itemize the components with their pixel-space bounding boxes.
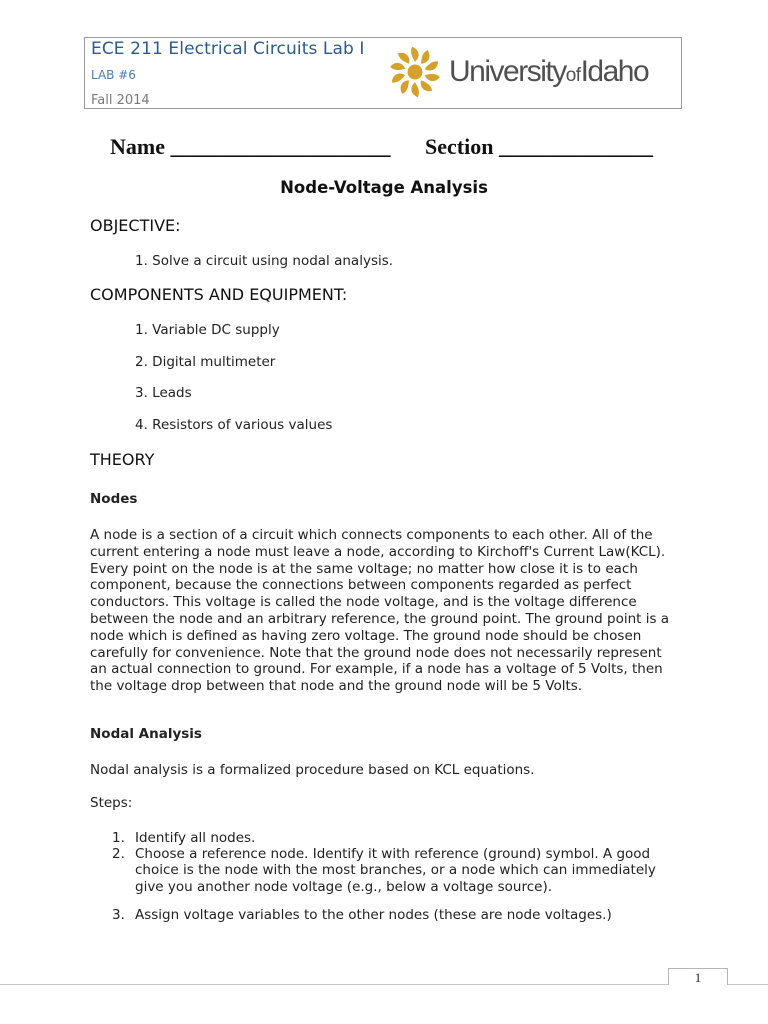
list-item (112, 907, 682, 923)
steps-label: Steps: (90, 795, 133, 811)
nodal-analysis-heading: Nodal Analysis (90, 726, 202, 742)
university-logo (387, 40, 679, 104)
sun-logo-icon (387, 42, 443, 102)
nodes-heading: Nodes (90, 491, 138, 507)
step-text: Choose a reference node. Identify it with reference (ground) symbol. A good choice is the node with the most branches, or a node which can immediately give you another node voltage (e.g., below a voltage source). (135, 846, 656, 895)
component-item: 1. Variable DC supply (135, 322, 280, 338)
footer-divider (0, 984, 768, 985)
step-number: 1. (112, 830, 125, 846)
objective-item: 1. Solve a circuit using nodal analysis. (135, 253, 394, 269)
step-text: Assign voltage variables to the other nodes (these are node voltages.) (135, 906, 612, 923)
list-item (112, 830, 682, 846)
step-number: 3. (112, 906, 125, 923)
logo-word-university: University (449, 55, 566, 88)
step-number: 2. (112, 846, 125, 863)
section-field-line: Section ______________ (425, 134, 653, 159)
nodal-analysis-paragraph: Nodal analysis is a formalized procedure based on KCL equations. (90, 762, 535, 778)
step-text: Identify all nodes. (135, 830, 256, 846)
course-title: ECE 211 Electrical Circuits Lab I (91, 39, 365, 59)
document-title: Node-Voltage Analysis (280, 178, 488, 197)
objective-heading: OBJECTIVE: (90, 216, 181, 235)
component-item: 3. Leads (135, 385, 192, 401)
page-number: 1 (668, 968, 728, 985)
name-field-line: Name ____________________ (110, 134, 391, 159)
lab-number: LAB #6 (91, 68, 136, 82)
components-heading: COMPONENTS AND EQUIPMENT: (90, 285, 348, 304)
steps-list (112, 830, 682, 923)
logo-word-idaho: Idaho (580, 55, 649, 88)
logo-word-of: of (565, 65, 581, 86)
term-label: Fall 2014 (91, 93, 150, 108)
theory-heading: THEORY (90, 450, 155, 469)
document-header (84, 37, 682, 109)
list-item (112, 846, 682, 895)
nodes-paragraph: A node is a section of a circuit which connects components to each other. All of the current entering a node must leave a node, according to Kirchoff's Current Law(KCL). Every point on the node is at the same voltage; no matter how close it is to each component, because the connections between components regarded as perfect conductors. This voltage is called the node voltage, and is the voltage difference between the node and an arbitrary reference, the ground point. The ground point is a node which is defined as having zero voltage. The ground node should be chosen carefully for convenience. Note that the ground node does not necessarily represent an actual connection to ground. For example, if a node has a voltage of 5 Volts, then the voltage drop between that node and the ground node will be 5 Volts. (90, 527, 670, 695)
component-item: 4. Resistors of various values (135, 417, 333, 433)
component-item: 2. Digital multimeter (135, 354, 276, 370)
logo-wordmark (449, 55, 648, 89)
